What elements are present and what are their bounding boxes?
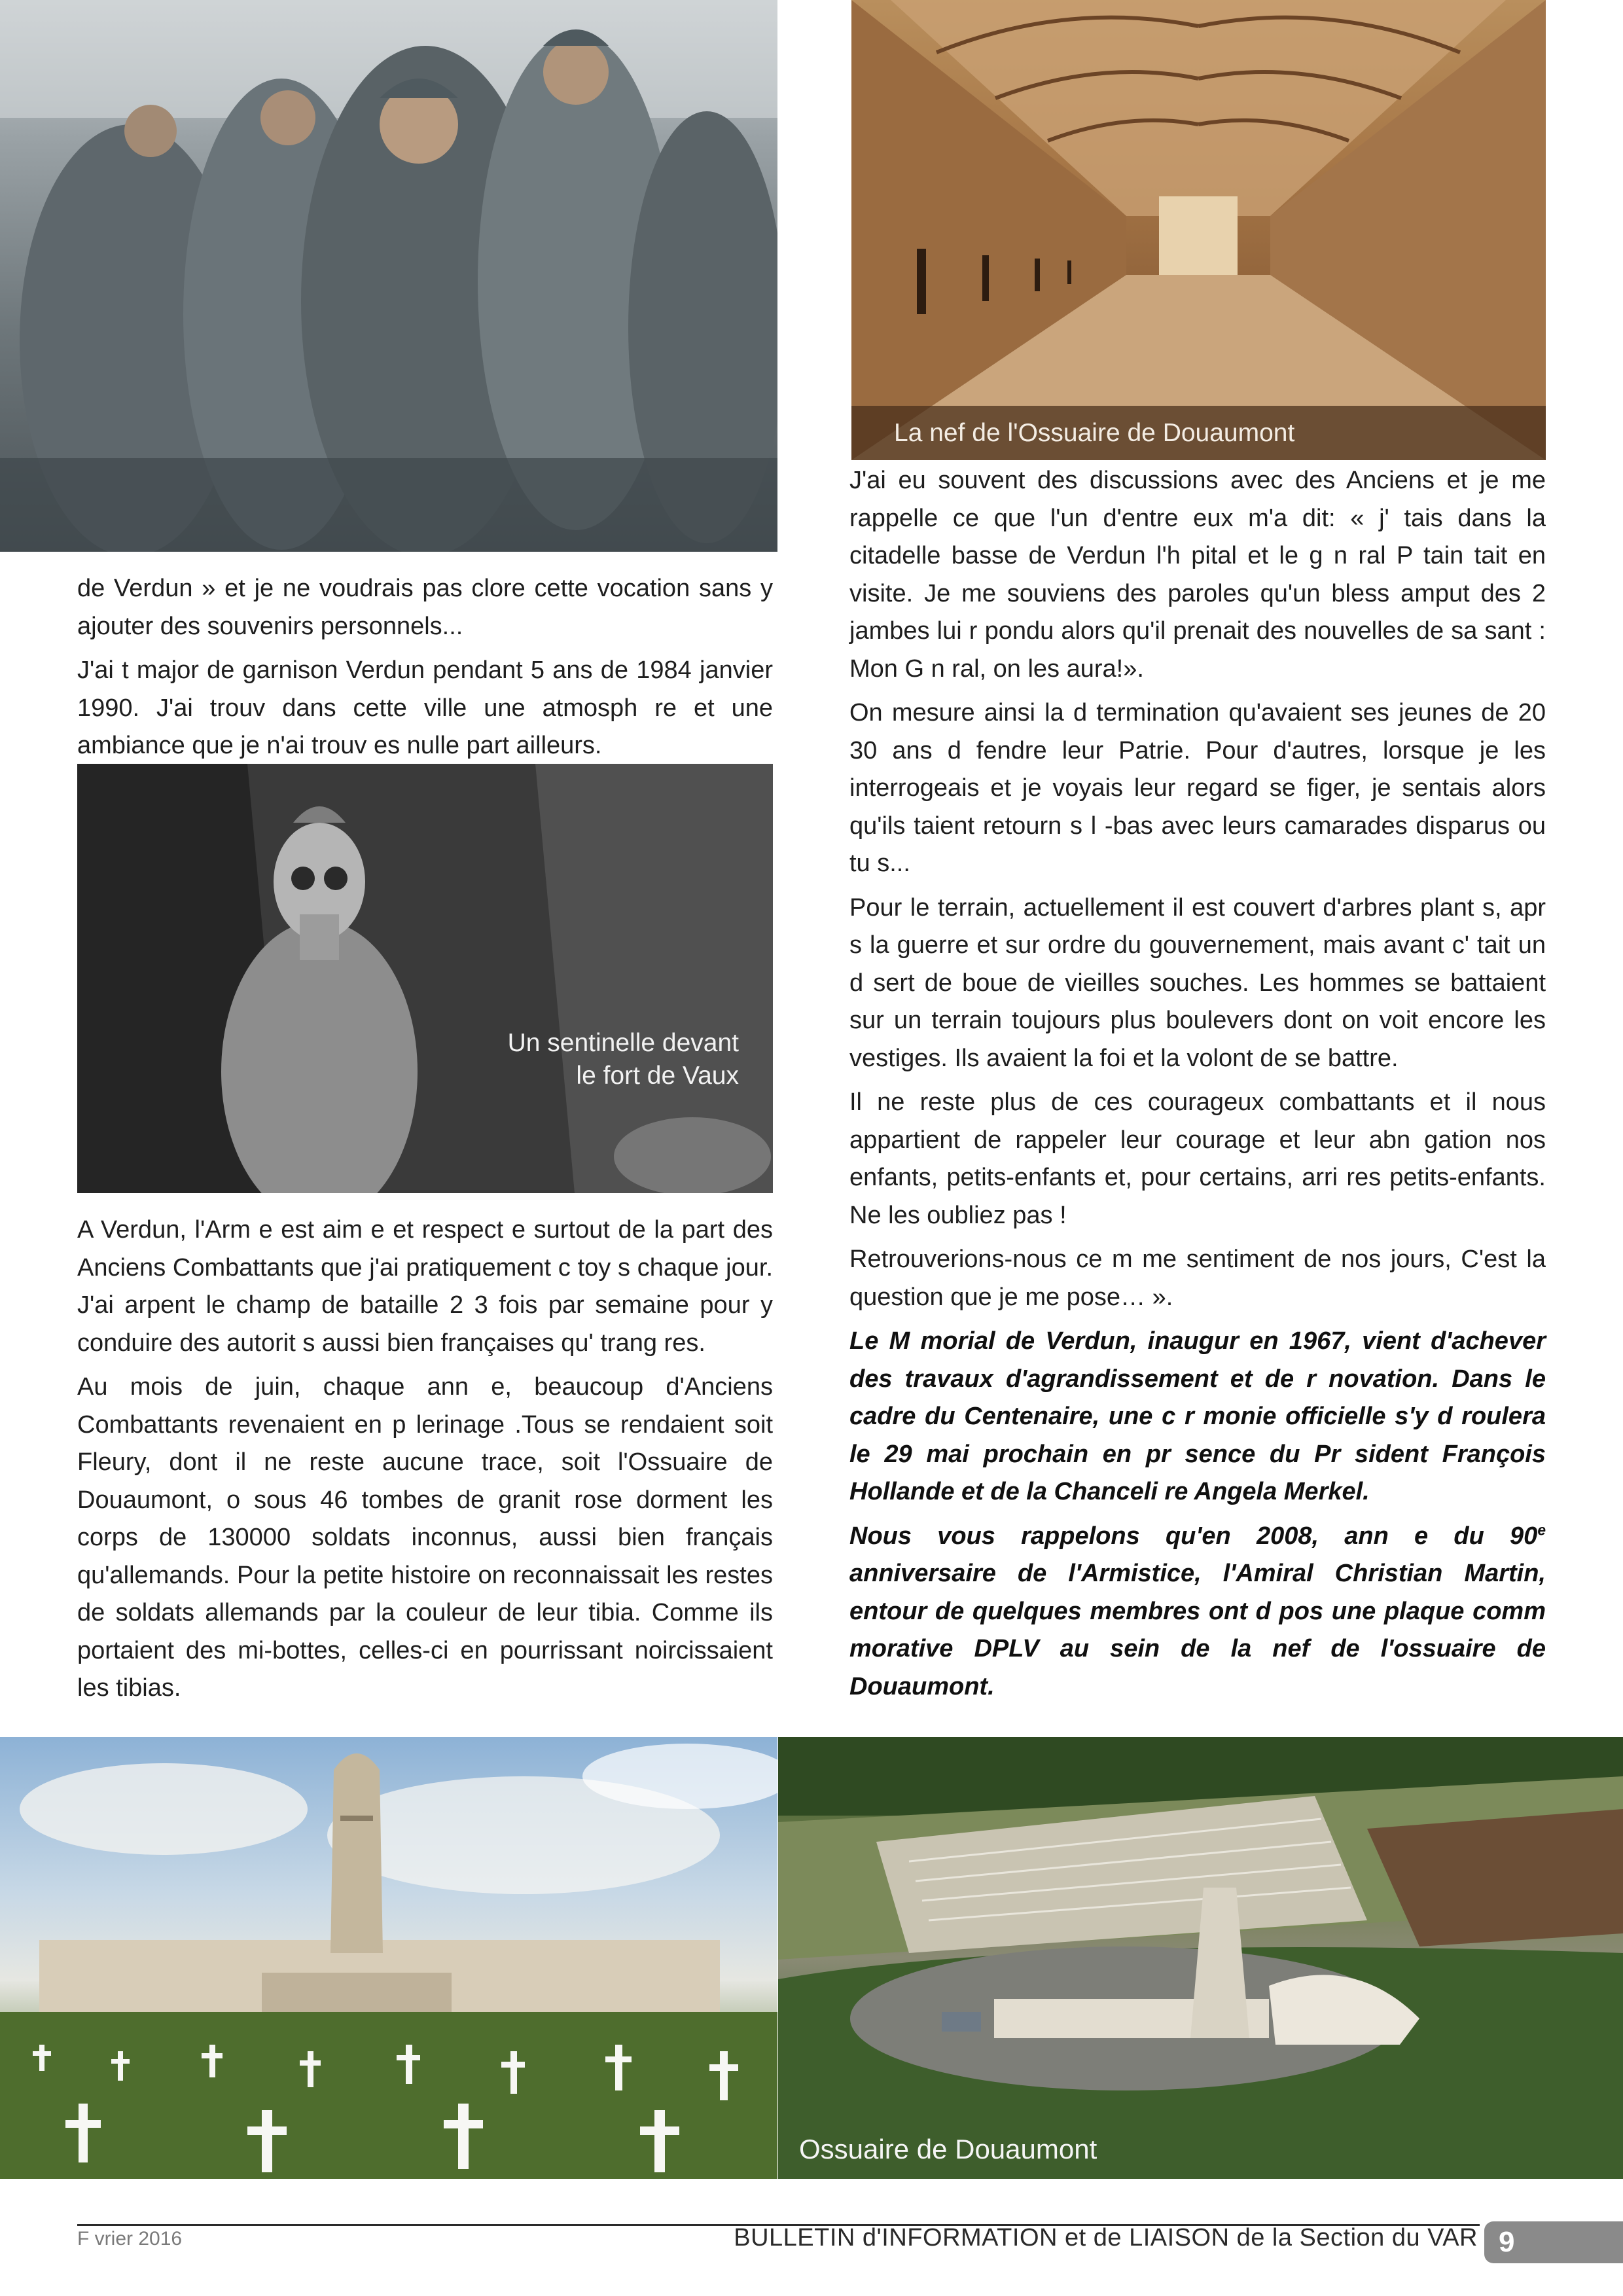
footer-title: BULLETIN d'INFORMATION et de LIAISON de la Section du VAR xyxy=(734,2224,1478,2251)
plaque-paragraph xyxy=(849,1518,1546,1706)
paragraph: On mesure ainsi la d termination qu'avaient ses jeunes de 20 30 ans d fendre leur Patrie. Pour d'autres, lorsque je les interrogeais et je voyais leur regard se figer, je sentais alors qu'ils taient retourn s l -bas avec leurs camarades disparus ou tu s... xyxy=(849,699,1546,877)
paragraph: Au mois de juin, chaque ann e, beaucoup d'Anciens Combattants revenaient en p lerinage .Tous se rendaient soit Fleury, dont il ne reste aucune trace, soit l'Ossuaire de Douaumont, o sous 46 tombes de granit rose dorment les corps de 130000 soldats inconnus, aussi bien français qu'allemands. Pour la petite histoire on reconnaissait les restes de soldats allemands par la couleur de leur tibia. Comme ils portaient des mi-bottes, celles-ci en pourrissant noircissaient les tibias. xyxy=(77,1373,773,1702)
ossuary-front-photo xyxy=(0,1737,777,2179)
plaque-text-start: Nous vous rappelons qu'en 2008, ann e du 90 xyxy=(849,1522,1538,1550)
paragraph: J'ai t major de garnison Verdun pendant 5 ans de 1984 janvier 1990. J'ai trouv dans cette ville une atmosph re et une ambiance que je n'ai trouv es nulle part ailleurs. xyxy=(77,656,773,759)
memorial-paragraph: Le M morial de Verdun, inaugur en 1967, vient d'achever des travaux d'agrandissement et de r novation. Dans le cadre du Centenaire, une c r monie officielle s'y d roulera le 29 mai prochain en pr sence du Pr sident François Hollande et de la Chanceli re Angela Merkel. xyxy=(849,1327,1546,1505)
sentinel-photo xyxy=(77,764,773,1193)
soldiers-illustration xyxy=(0,0,777,552)
sentinel-illustration xyxy=(77,764,773,1193)
nef-photo xyxy=(851,0,1546,460)
ossuary-aerial-photo xyxy=(778,1737,1623,2179)
left-column-bottom xyxy=(77,1211,773,1714)
sentinel-caption-line2: le fort de Vaux xyxy=(576,1062,739,1090)
sentinel-caption xyxy=(508,1027,739,1092)
ordinal-superscript: e xyxy=(1537,1520,1546,1538)
ossuary-front-illustration xyxy=(0,1737,777,2179)
paragraph: Pour le terrain, actuellement il est couvert d'arbres plant s, apr s la guerre et sur ordre du gouvernement, mais avant c' tait un d sert de boue de vieilles souches. Les hommes se battaient sur un terrain toujours plus boulevers dont on voit encore les vestiges. Ils avaient la foi et la volont de se battre. xyxy=(849,893,1546,1072)
left-column-top xyxy=(77,570,773,772)
paragraph: Il ne reste plus de ces courageux combattants et il nous appartient de rappeler leur courage et leur abn gation nos enfants, petits-enfants et, pour certains, arri res petits-enfants. Ne les oubliez pas ! xyxy=(849,1088,1546,1229)
aerial-caption: Ossuaire de Douaumont xyxy=(799,2134,1097,2164)
plaque-text-end: anniversaire de l'Armistice, l'Amiral Christian Martin, entour de quelques membres ont d pos une plaque comm morative DPLV au sein de la nef de l'ossuaire de Douaumont. xyxy=(849,1560,1546,1700)
right-column xyxy=(849,462,1546,1712)
nef-illustration xyxy=(851,0,1546,460)
paragraph: J'ai eu souvent des discussions avec des Anciens et je me rappelle ce que l'un d'entre eux m'a dit: « j' tais dans la citadelle basse de Verdun l'h pital et le g n ral P tain tait en visite. Je me souviens des paroles qu'un bless amput des 2 jambes lui r pondu alors qu'il prenait des nouvelles de sa sant : Mon G n ral, on les aura!». xyxy=(849,467,1546,683)
nef-caption: La nef de l'Ossuaire de Douaumont xyxy=(851,406,1546,460)
soldiers-photo xyxy=(0,0,777,552)
footer-date: F vrier 2016 xyxy=(77,2228,183,2250)
sentinel-caption-line1: Un sentinelle devant xyxy=(507,1029,739,1057)
paragraph: de Verdun » et je ne voudrais pas clore cette vocation sans y ajouter des souvenirs personnels... xyxy=(77,575,773,640)
page-number: 9 xyxy=(1484,2221,1623,2263)
paragraph: Retrouverions-nous ce m me sentiment de nos jours, C'est la question que je me pose… ». xyxy=(849,1246,1546,1311)
ossuary-aerial-illustration xyxy=(778,1737,1623,2179)
paragraph: A Verdun, l'Arm e est aim e et respect e surtout de la part des Anciens Combattants que j'ai pratiquement c toy s chaque jour. J'ai arpent le champ de bataille 2 3 fois par semaine pour y conduire des autorit s aussi bien françaises qu' trang res. xyxy=(77,1216,773,1357)
